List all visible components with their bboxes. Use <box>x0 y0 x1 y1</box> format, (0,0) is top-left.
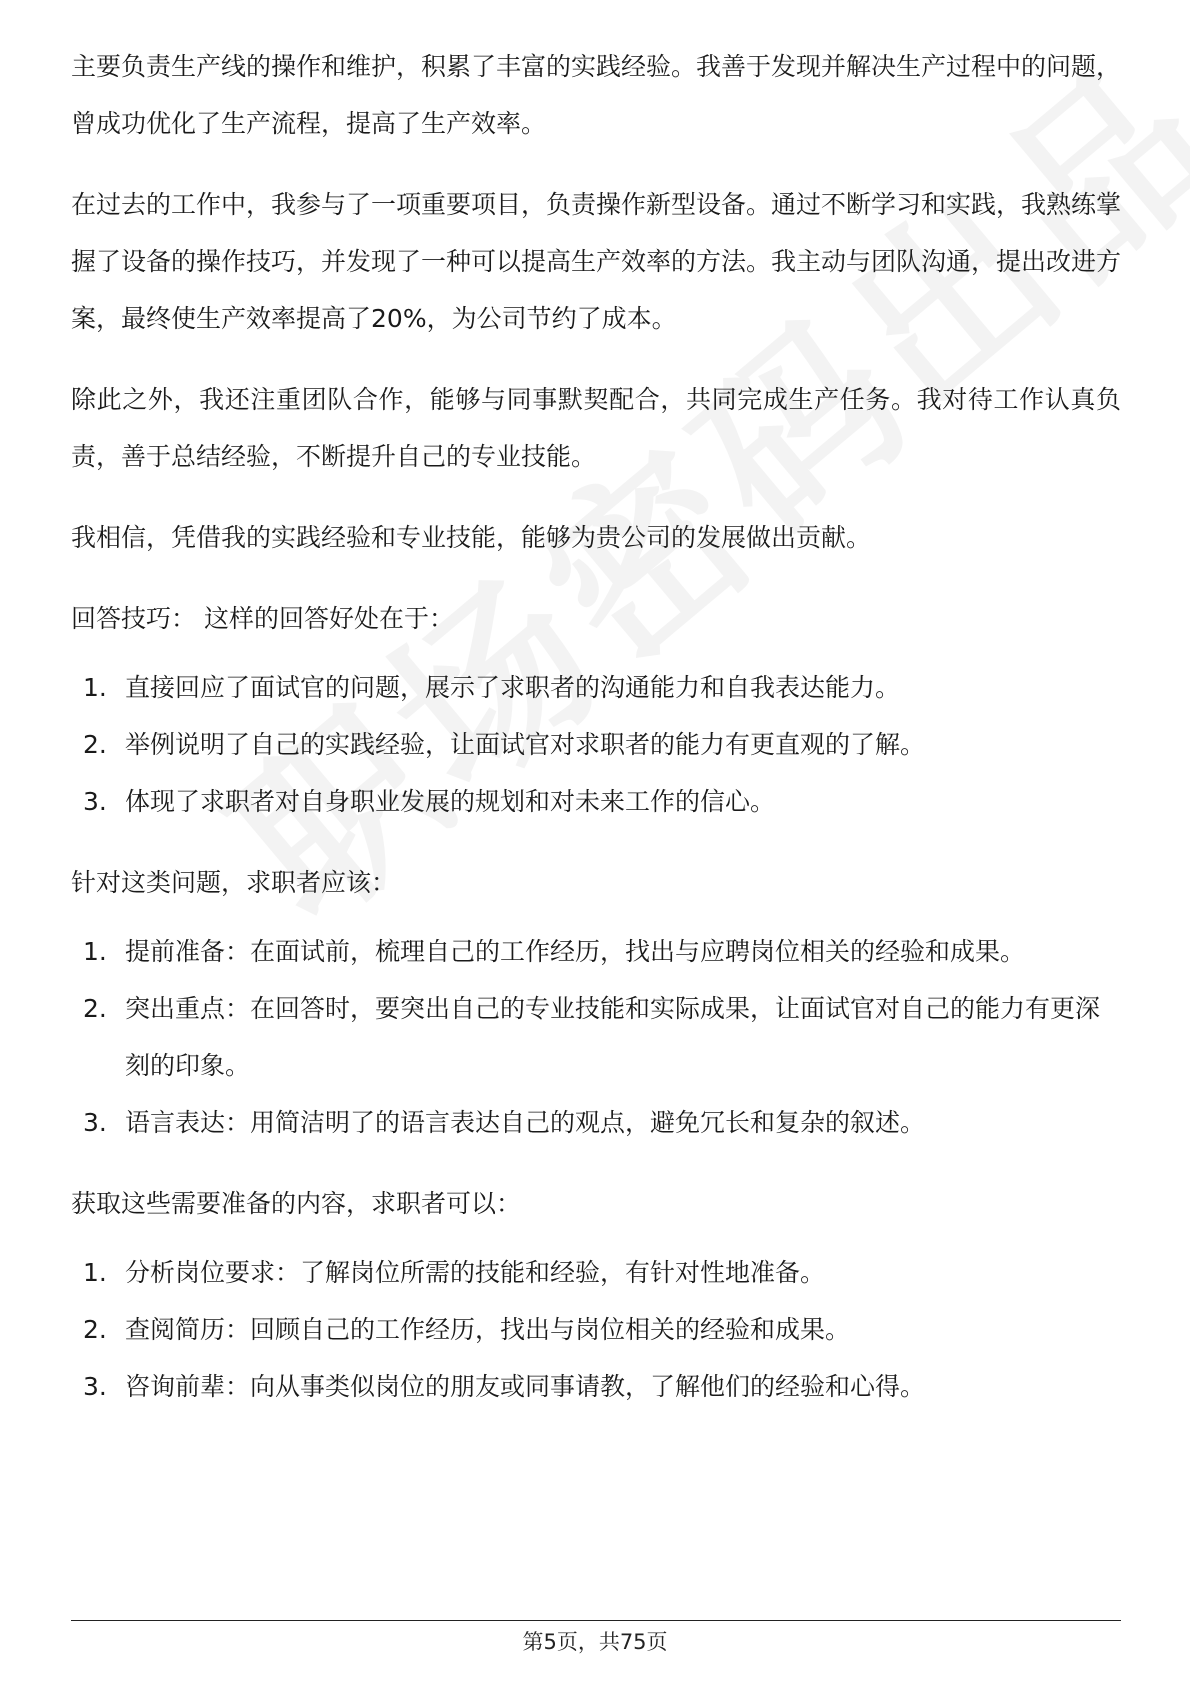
list-number: 3. <box>83 787 107 816</box>
list-text: 体现了求职者对自身职业发展的规划和对未来工作的信心。 <box>125 787 776 816</box>
list-number: 3. <box>83 1372 107 1401</box>
page-number: 第5页，共75页 <box>522 1630 668 1654</box>
list-number: 2. <box>83 1315 107 1344</box>
list-text: 查阅简历：回顾自己的工作经历，找出与岗位相关的经验和成果。 <box>125 1315 851 1344</box>
list-text: 语言表达：用简洁明了的语言表达自己的观点，避免冗长和复杂的叙述。 <box>125 1108 926 1137</box>
list-item <box>71 716 1121 773</box>
list-number: 2. <box>83 730 107 759</box>
tips-list <box>71 659 1121 830</box>
tips-heading: 回答技巧： 这样的回答好处在于： <box>71 604 454 633</box>
list-item <box>71 1244 1121 1301</box>
list-number: 1. <box>83 1258 107 1287</box>
footer-divider <box>71 1620 1121 1621</box>
list-item <box>71 773 1121 830</box>
paragraph-4: 我相信，凭借我的实践经验和专业技能，能够为贵公司的发展做出贡献。 <box>71 523 872 552</box>
list-text: 咨询前辈：向从事类似岗位的朋友或同事请教，了解他们的经验和心得。 <box>125 1372 926 1401</box>
list-item <box>71 923 1121 980</box>
list-text: 直接回应了面试官的问题，展示了求职者的沟通能力和自我表达能力。 <box>125 673 901 702</box>
sources-list <box>71 1244 1121 1415</box>
list-text: 分析岗位要求：了解岗位所需的技能和经验，有针对性地准备。 <box>125 1258 826 1287</box>
list-text: 提前准备：在面试前，梳理自己的工作经历，找出与应聘岗位相关的经验和成果。 <box>125 937 1026 966</box>
source-heading: 获取这些需要准备的内容，求职者可以： <box>71 1189 522 1218</box>
list-item <box>71 1358 1121 1415</box>
list-item <box>71 980 1121 1094</box>
list-number: 1. <box>83 673 107 702</box>
list-number: 1. <box>83 937 107 966</box>
list-item <box>71 659 1121 716</box>
list-item <box>71 1094 1121 1151</box>
paragraph-3: 除此之外，我还注重团队合作，能够与同事默契配合，共同完成生产任务。我对待工作认真负责，善于总结经验，不断提升自己的专业技能。 <box>71 385 1121 471</box>
list-number: 2. <box>83 994 107 1023</box>
paragraph-1: 主要负责生产线的操作和维护，积累了丰富的实践经验。我善于发现并解决生产过程中的问题，曾成功优化了生产流程，提高了生产效率。 <box>71 52 1122 138</box>
list-item <box>71 1301 1121 1358</box>
list-number: 3. <box>83 1108 107 1137</box>
list-text: 举例说明了自己的实践经验，让面试官对求职者的能力有更直观的了解。 <box>125 730 926 759</box>
paragraph-2: 在过去的工作中，我参与了一项重要项目，负责操作新型设备。通过不断学习和实践，我熟练掌握了设备的操作技巧，并发现了一种可以提高生产效率的方法。我主动与团队沟通，提出改进方案，最终使生产效率提高了20%，为公司节约了成本。 <box>71 190 1122 333</box>
list-text: 突出重点：在回答时，要突出自己的专业技能和实际成果，让面试官对自己的能力有更深刻的印象。 <box>125 994 1101 1080</box>
document-body <box>71 38 1121 1415</box>
prep-list <box>71 923 1121 1151</box>
prep-heading: 针对这类问题，求职者应该： <box>71 868 397 897</box>
